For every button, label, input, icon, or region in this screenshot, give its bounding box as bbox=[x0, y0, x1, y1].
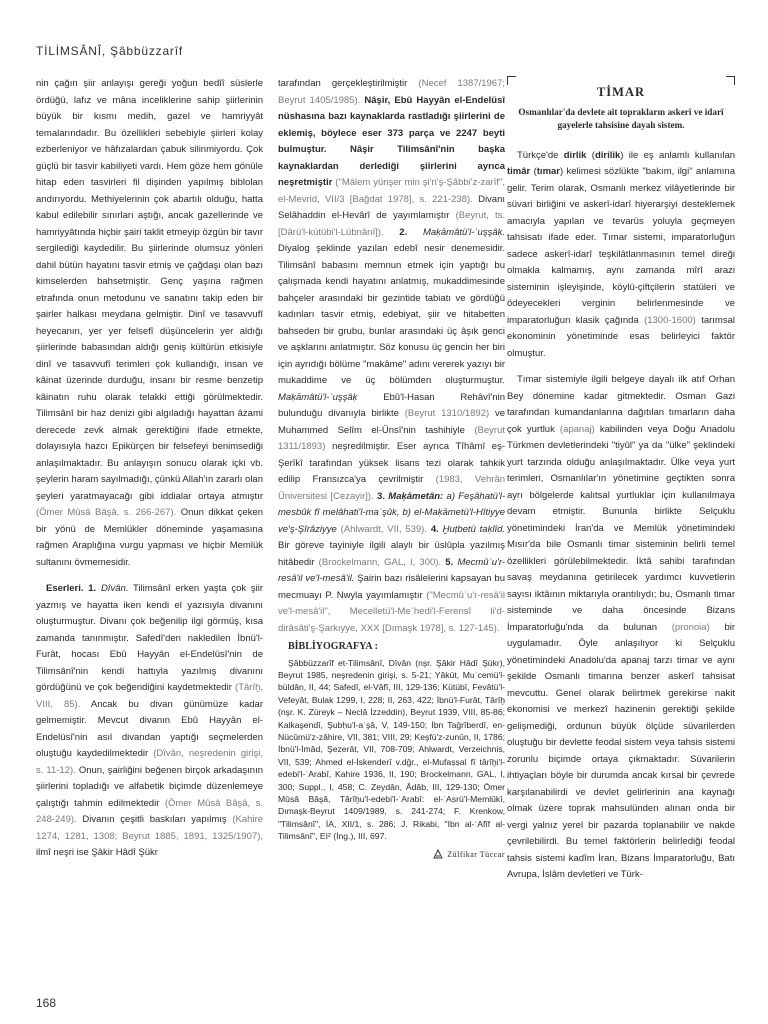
column-2 bbox=[278, 76, 505, 864]
paragraph-works: Eserleri. 1. Dîvân. Tilimsânî erken yaşta çok şiir yazmış ve hayatta iken kendi el yazısıyla divanını oluşturmuştur. Divanı çok beğenilip ilgi görmüş, kısa zamanda tanınmıştır. Safedî'den nakledilen İbnü'l-Furât, hocası Ebû Hayyân el-Endelüsî'nin de Tilimsânî'nin kendi hattıyla yazılmış divanını gördüğünü ve çok beğendiğini kaydetmektedir (Târîḫ, VIII, 85). Ancak bu divan günümüze kadar gelmemiştir. Mevcut divanın Ebû Hayyân el-Endelüsî'nin asıl divandan yaptığı seçmelerden oluştuğu kaydedilmektedir (Dîvân, neşredenin girişi, s. 11-12). Onun, şairliğini beğenen birçok arkadaşının şiirlerini topladığı ve alfabetik biçimde düzenlemeye çalıştığı tahmin edilmektedir (Ömer Mûsâ Bâşâ, s. 248-249). Divanın çeşitli baskıları yapılmış (Kahire 1274, 1281, 1308; Beyrut 1885, 1891, 1325/1907), ilmî neşri ise Şâkir Hâdî Şükr bbox=[36, 583, 264, 858]
paragraph: Türkçe'de dirlik (dirilik) ile eş anlamlı kullanılan timâr (tımar) kelimesi sözlükte "bakım, ilgi" anlamına gelir. Terim olarak, Osmanlı merkez vilâyetlerinde bir süvari birliğini ve askerî-idarî hiyerarşiyi desteklemek amacıyla yapılan ve tevarüs yoluyla geçmeyen tahsisatı ifade eder. Tımar sistemi, imparatorluğun sadece askerî-idarî teşkilâtlanmasının temel direği olmakla kalmamış, aynı zamanda mîrî arazi sisteminin işleyişinde, köylü-çiftçilerin statüleri ve ödeyecekleri verginin belirlenmesinde ve imparatorluğun klasik çağında (1300-1600) tarımsal ekonominin yönetiminde esas belirleyici faktör olmuştur. bbox=[507, 149, 736, 359]
entry-header-box bbox=[507, 76, 735, 136]
paragraph: tarafından gerçekleştirilmiştir (Necef 1387/1967; Beyrut 1405/1985). Nâşir, Ebû Hayyân el-Endelüsî nüshasına bazı kaynaklarda rastladığı şiirlerini de eklemiş, böylece eser 373 parça ve 2247 beyti bulmuştur. Nâşir Tilimsânî'nin başka kaynaklardan derlediği şiirlerini ayrıca neşretmiştir ("Mâlem yünşer min şi'ri'ş-Şâbbi'z-zarîf", el-Mevrid, VII/3 [Bağdat 1978], s. 221-238). Divanı Selâhaddin el-Hevârî de yayımlamıştır (Beyrut, ts. [Dârü'l-kütübi'l-Lübnânî]). 2. Maḳāmâtü'l-ʿuşşâḳ. Diyalog şeklinde yazılan edebî nesir denemesidir. Tilimsânî babasını memnun etmek için yaptığı bu çalışmada kendi hayatını anlatmış, mukaddimesinde bahçeler arasındaki bir gezintide tabiatı ve gördüğü kadınları tasvir etmiş, edebiyat, şiir ve hitabetten bahseden bir grubu, bunlar arasındaki üç âşık genci ve aşklarını anlatmıştır. Söz konusu üç gencin her biri için ayrıdığı bölüme "makâme" adını vererek yazıyı bir mukaddime ve üç bölümden oluşturmuştur. Maḳāmâtü'l-ʿuşşâḳ Ebû'l-Hasan Rehâvî'nin bulunduğu divanıyla birlikte (Beyrut 1310/1892) ve Muhammed Selîm el-Ünsî'nin tashihiyle (Beyrut 1311/1893) neşredilmiştir. Eser ayrıca Tîhâmî eş-Şerîkî tarafından yüksek lisans tezi olarak tahkik edilip Fransızca'ya çevrilmiştir (1983, Vehrân Üniversitesi [Cezayir]). 3. Maḳāmetân: a) Feşâhatü'l-mesbûk fî melâhati'l-maʿşûk, b) el-Maḳāmetü'l-Hîtiyye ve'ş-Şîrâziyye (Ahlwardt, VII, 539). 4. Ḫuṭbetü taḳlîd. Bir göreve tayiniyle ilgili alaylı bir üslûpla yazılmış hitâbedir (Brockelmann, GAL, I, 300). 5. Mecmûʿu'r-resâ'il ve'l-mesâ'il. Şairin bazı risâlelerini kapsayan bu mecmuayı P. Nwyla yayımlamıştır ("Mecmûʿu'r-resâ'il ve'l-mesâ'il", Mecelletü'l-Meʿhedi'l-Ferensî li'd-dirâsâti'ş-Şarkıyye, XXX [Dımaşk 1978], s. 127-145). bbox=[278, 78, 506, 634]
paragraph: Tımar sistemiyle ilgili belgeye dayalı ilk atıf Orhan Bey dönemine kadar gitmektedir. Osman Gazi tarafından kumandanlarına dağıtılan tımarların daha çok yurtluk (apanaj) kabilinden veya Doğu Anadolu Türkmen devletlerindeki "tiyûl" ya da "ülke" şeklindeki yurt tarzında olduğu anlaşılmaktadır. Ülke veya yurt terimleri, Osmanlılar'ın yönetimine geçtikten sonra ayrı bölgelerde kalıtsal yurtluklar için kullanılmaya devam etmiştir. Bununla birlikte Selçuklu yönetimindeki İran'da ve Memlük yönetimindeki Mısır'da bile Osmanlı timar sisteminin belirli temel özellikleri görülebilmektedir. İktâ sahibi tarafından savaş meydanına getirilecek yardımcı kuvvetlerin sayısı iktâının miktarıyla orantılıydı; bu, Osmanlı timar sisteminde ve daha öncesinde Bizans İmparatorluğu'nda da bulunan (pronoia) bir uygulamadır. Öyle anlaşılıyor ki Selçuklu yönetimindeki Anadolu'da apanaj tarzı timar ve aynı şekilde Osmanlı timarına benzer askerî tahsisat mevcuttu. Genel olarak belirtmek gerekirse nakit ekonomisi ve merkezî hazinenin gerektiği şekilde gelişmediği, ordunun büyük ölçüde süvarilerden oluştuğu bir devlette feodal sistem veya tahsis sistemi zorunlu biçimde ortaya çıkmaktadır. Süvarilerin ihtiyaçları böyle bir durumda ancak kırsal bir çevrede karşılanabilirdi ve devlet gelirlerinin ana kaynağı olmak üzere toprak mahsulünden alınan onda bir vergi yalnız yerel bir pazarda toplanabilir ve nakde çevrilebilirdi. Bu temel faktörlerin belirlediği feodal tahsis sistemi kadîm İran, Bizans İmparatorluğu, Batı Avrupa, İslâm devletleri ve Türk- bbox=[507, 374, 735, 880]
paragraph: nin çağın şiir anlayışı gereği yoğun bedîî süslerle ördüğü, lafız ve mâna inceliklerine sahip şiirlerinin büyük bir kısmı medih, gazel ve hamriyyât temalarındadır. Bu özellikleri sebebiyle şiirleri kolay ezberleniyor ve hâfızalardan çabuk silinmiyordu. Çok güçlü bir tasvir kabiliyeti vardı. Hem göze hem gönüle hitap eden tasvirleri fil dişinden yapılmış biblolan andırıyordu. Methiyelerinin çok abartılı olduğu, hatta kabul edilebilir sınırları aştığı, ancak gazellerinde ve hamriyyâtında hiçbir şairi taklit etmeyip özgün bir tavır sergilediği kaydedilir. Bu şiirlerinde olumsuz yönleri dahil bütün hayatını tasvir etmiş ve çağdaşı olan bazı kimselerden bahsetmiştir. Genç yaşına rağmen etrafında onun metodunu ve sanatını takip eden bir şairler halkası meydana gelmiştir. Dinî ve tasavvufî heyecanın, yer yer felsefî düşüncelerin yer aldığı şiirlerinde babasından aldığı geniş kültürün etkisiyle dinî ve tasavvufî terimleri çok kullandığı, insan ve kâinat üzerinde durduğu, insanı bir resme benzetip kâinatın ruhu olarak telakki ettiği görülmektedir. Tilimsânî bir haz denizi gibi algıladığı hayattan âzami derecede zevk almak gerektiğini ifade etmekte, dolayısıyla hazcı Epikürçen bir felsefeyi benimsediği anlaşılmaktadır. Bu anlayışın sonucu olarak içki vb. şeylerin haram sayılmadığı, çünkü Allah'ın zararlı olan şeyleri yaratmayacağı gibi iddialar ortaya atmıştır (Ömer Mûsâ Bâşâ, s. 266-267). Onun dikkat çeken bir yönü de Memlükler döneminde yaşamasına rağmen Araplığına vurgu yapması ve hiçbir Memlük sultanını övmemesidir. bbox=[36, 78, 264, 568]
bibliography-heading: BİBLİYOGRAFYA : bbox=[288, 641, 378, 652]
page-number: 168 bbox=[36, 996, 57, 1010]
entry-title: TİMAR bbox=[596, 85, 646, 99]
entry-definition: Osmanlılar'da devlete ait toprakların askerî ve idarî gayelerle tahsisine dayalı sistem. bbox=[518, 106, 724, 130]
corner-mark bbox=[507, 76, 516, 85]
running-head: TİLİMSÂNÎ, Şâbbüzzarîf bbox=[36, 44, 183, 58]
corner-mark bbox=[726, 76, 735, 85]
column-1 bbox=[36, 76, 263, 862]
column-3 bbox=[507, 76, 735, 884]
author-signature: Zülfikar Tüccar bbox=[278, 846, 505, 865]
pen-icon bbox=[433, 848, 443, 865]
bibliography-text: Şâbbüzzarîf et-Tilimsânî, Dîvân (nşr. Şâkir Hâdî Şükr), Beyrut 1985, neşredenin girişi, s. 5-21; Yâkūt, Muʿcemü'l-büldân, II, 44; Safedî, el-Vâfî, III, 129-136; Kütübî, Fevâtü'l-Vefeyât, Bulak 1299, I, 228; II, 263, 422; İbnü'l-Furât, Târîḫ (nşr. K. Züreyk – Neclâ İzzeddin), Beyrut 1939, VIII, 85-86; Kalkaşendî, Şubḥu'l-aʿşâ, V, 149-150; İbn Tağrîberdî, en-Nücûmü'z-zâhire, VII, 381; VIII, 29; Keşfü'z-zunûn, II, 1786; İbnü'l-İmâd, Şezerât, VII, 708-709; Ahlwardt, Verzeichnis, VII, 539; Ahmed el-İskenderî v.dğr., el-Mufaṣṣal fî târîḫi'l-edebi'l-ʿArabî, Kahire 1936, II, 190; Brockelmann, GAL, I, 300; Suppl., I, 458; C. Zeydân, Âdâb, III, 129-130; Ömer Mûsâ Bâşâ, Târîḫu'l-edebi'l-ʿArabî: el-ʿAṣrü'l-Memlûkî, Dımaşk-Beyrut 1409/1989, s. 241-274; F. Krenkow, "Tilimsânî", İA, XII/1, s. 286; J. Rikabi, "Ibn al-ʿAfîf al-Tilimsânî", EI² (İng.), III, 697. bbox=[278, 657, 505, 842]
